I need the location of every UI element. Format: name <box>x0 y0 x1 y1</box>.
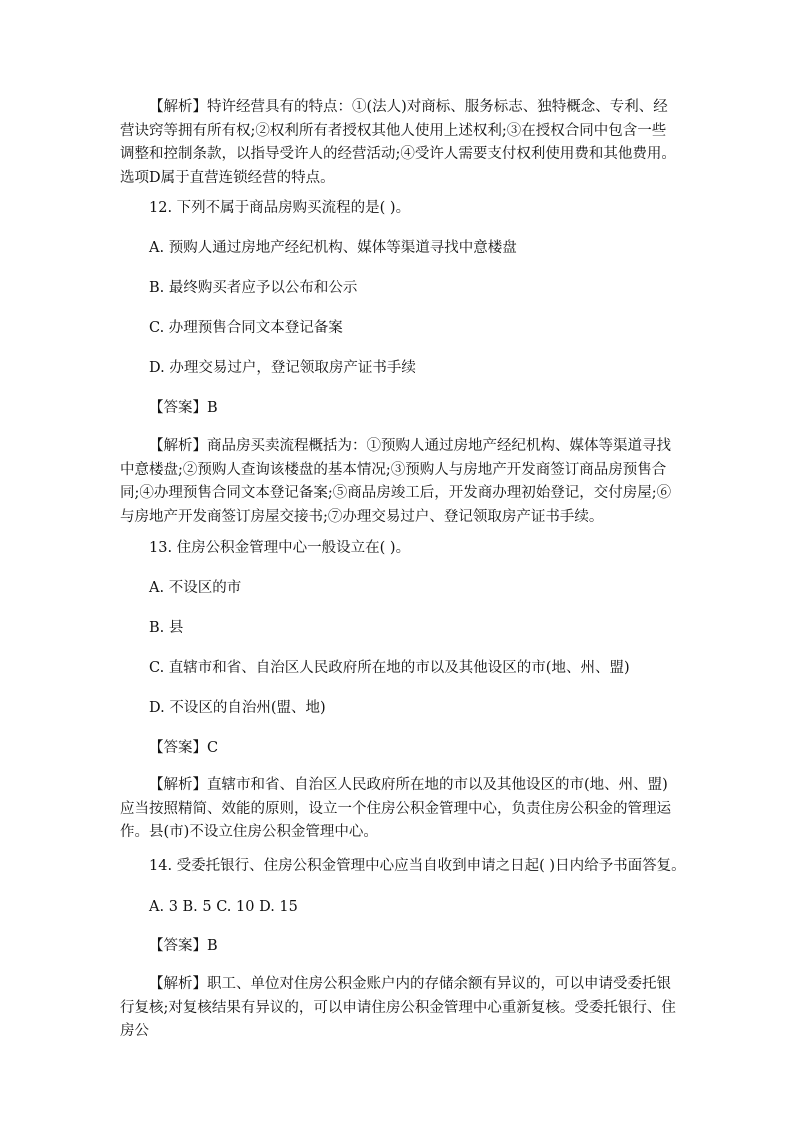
question-13: 13. 住房公积金管理中心一般设立在( )。 <box>149 540 411 556</box>
analysis-paragraph-q11: 【解析】特许经营具有的特点：①(法人)对商标、服务标志、独特概念、专利、经营诀窍等拥有所有权;②权利所有者授权其他人使用上述权利;③在授权合同中包含一些调整和控制条款，以指导受许人的经营活动;④受许人需要支付权利使用费和其他费用。选项D属于直营连锁经营的特点。 <box>120 99 676 186</box>
question-13-answer: 【答案】C <box>149 740 219 756</box>
question-14-options: A. 3 B. 5 C. 10 D. 15 <box>149 899 298 915</box>
question-13-option-a: A. 不设区的市 <box>149 580 242 596</box>
question-12-option-c: C. 办理预售合同文本登记备案 <box>149 320 343 336</box>
question-14-answer: 【答案】B <box>149 938 218 954</box>
question-13-option-d: D. 不设区的自治州(盟、地) <box>149 700 326 716</box>
question-12-answer: 【答案】B <box>149 400 218 416</box>
question-12-option-d: D. 办理交易过户，登记领取房产证书手续 <box>149 360 416 376</box>
question-13-option-b: B. 县 <box>149 620 184 636</box>
question-13-option-c: C. 直辖市和省、自治区人民政府所在地的市以及其他设区的市(地、州、盟) <box>149 660 630 676</box>
question-12: 12. 下列不属于商品房购买流程的是( )。 <box>149 200 411 216</box>
analysis-paragraph-q13: 【解析】直辖市和省、自治区人民政府所在地的市以及其他设区的市(地、州、盟)应当按照精简、效能的原则，设立一个住房公积金管理中心，负责住房公积金的管理运作。县(市)不设立住房公积金管理中心。 <box>120 777 671 840</box>
question-14: 14. 受委托银行、住房公积金管理中心应当自收到申请之日起( )日内给予书面答复。 <box>149 858 686 874</box>
analysis-paragraph-q14: 【解析】职工、单位对住房公积金账户内的存储余额有异议的，可以申请受委托银行复核;对复核结果有异议的，可以申请住房公积金管理中心重新复核。受委托银行、住房公 <box>120 976 676 1039</box>
analysis-paragraph-q12: 【解析】商品房买卖流程概括为：①预购人通过房地产经纪机构、媒体等渠道寻找中意楼盘;②预购人查询该楼盘的基本情况;③预购人与房地产开发商签订商品房预售合同;④办理预售合同文本登记备案;⑤商品房竣工后，开发商办理初始登记，交付房屋;⑥与房地产开发商签订房屋交接书;⑦办理交易过户、登记领取房产证书手续。 <box>120 438 672 525</box>
question-12-option-a: A. 预购人通过房地产经纪机构、媒体等渠道寻找中意楼盘 <box>149 240 517 256</box>
question-12-option-b: B. 最终购买者应予以公布和公示 <box>149 280 358 296</box>
